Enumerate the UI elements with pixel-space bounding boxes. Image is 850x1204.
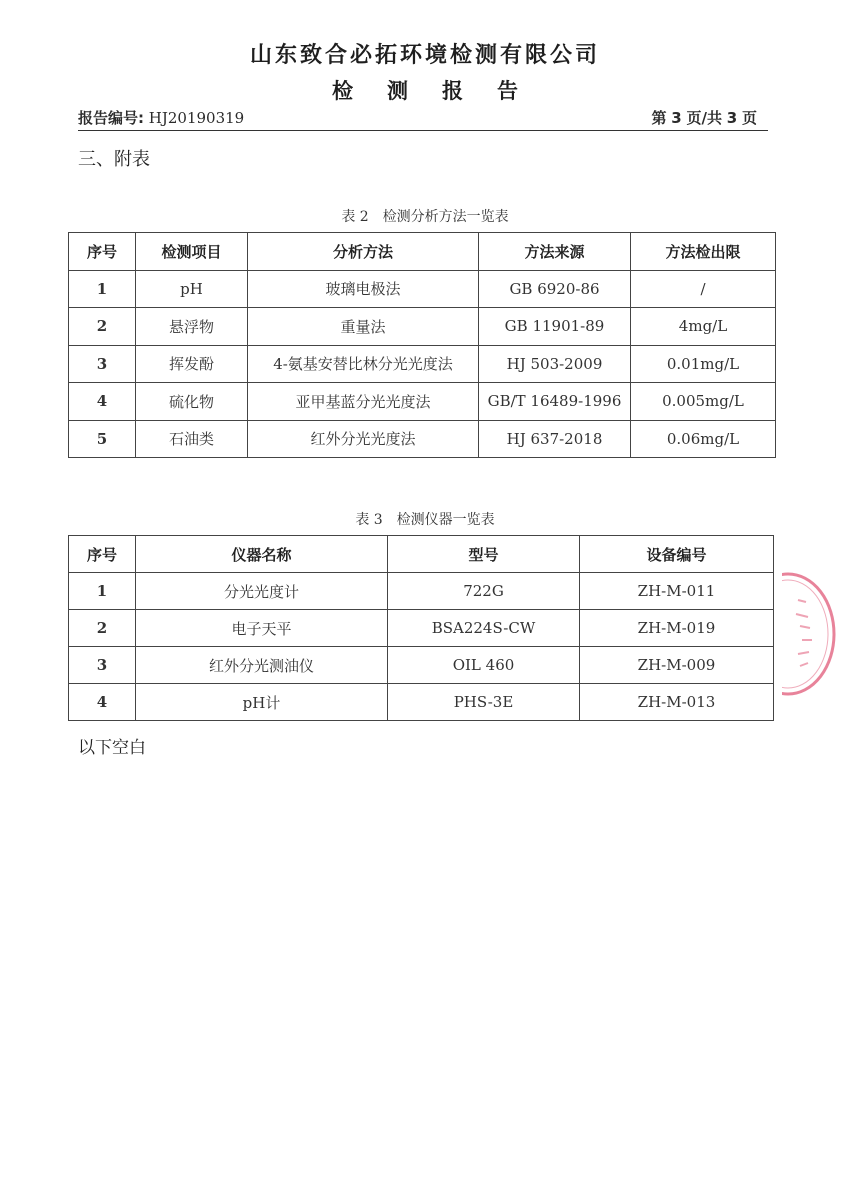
source-cell: GB 6920-86 xyxy=(479,270,631,308)
limit-cell: 0.01mg/L xyxy=(631,345,776,383)
page-suffix: 页 xyxy=(741,109,757,127)
row-index: 4 xyxy=(69,684,136,721)
report-title xyxy=(0,75,850,105)
report-number-label: 报告编号: xyxy=(78,109,144,127)
column-header: 设备编号 xyxy=(580,536,774,573)
source-cell: HJ 503-2009 xyxy=(479,345,631,383)
row-index: 3 xyxy=(69,345,136,383)
report-number-value: HJ20190319 xyxy=(148,109,245,127)
page-indicator xyxy=(651,107,757,128)
report-title-char: 报 xyxy=(442,79,463,103)
source-cell: GB/T 16489-1996 xyxy=(479,383,631,421)
page-prefix: 第 xyxy=(651,109,667,127)
limit-cell: 0.06mg/L xyxy=(631,420,776,458)
table-row xyxy=(69,684,774,721)
source-cell: HJ 637-2018 xyxy=(479,420,631,458)
row-index: 1 xyxy=(69,270,136,308)
column-header: 方法检出限 xyxy=(631,233,776,271)
row-index: 2 xyxy=(69,308,136,346)
device-id-cell: ZH-M-019 xyxy=(580,610,774,647)
table-row xyxy=(69,647,774,684)
report-title-char: 检 xyxy=(332,79,353,103)
column-header: 分析方法 xyxy=(248,233,479,271)
limit-cell: 4mg/L xyxy=(631,308,776,346)
row-index: 2 xyxy=(69,610,136,647)
page-total: 3 xyxy=(726,109,738,127)
table-header-row xyxy=(69,536,774,573)
page-current: 3 xyxy=(671,109,682,127)
row-index: 1 xyxy=(69,573,136,610)
instrument-name-cell: 分光光度计 xyxy=(136,573,388,610)
table-row xyxy=(69,420,776,458)
instrument-name-cell: 红外分光测油仪 xyxy=(136,647,388,684)
instrument-name-cell: 电子天平 xyxy=(136,610,388,647)
item-cell: 悬浮物 xyxy=(136,308,248,346)
table-row xyxy=(69,573,774,610)
method-cell: 红外分光光度法 xyxy=(248,420,479,458)
model-cell: 722G xyxy=(388,573,580,610)
company-name: 山东致合必拓环境检测有限公司 xyxy=(249,43,600,68)
limit-cell: / xyxy=(631,270,776,308)
page-mid: 页/共 xyxy=(686,109,722,127)
source-cell: GB 11901-89 xyxy=(479,308,631,346)
device-id-cell: ZH-M-013 xyxy=(580,684,774,721)
row-index: 5 xyxy=(69,420,136,458)
method-cell: 重量法 xyxy=(248,308,479,346)
instrument-name-cell: pH计 xyxy=(136,684,388,721)
table-row xyxy=(69,383,776,421)
device-id-cell: ZH-M-011 xyxy=(580,573,774,610)
table2-caption: 表 2 检测分析方法一览表 xyxy=(341,209,509,225)
method-cell: 亚甲基蓝分光光度法 xyxy=(248,383,479,421)
item-cell: 硫化物 xyxy=(136,383,248,421)
item-cell: 石油类 xyxy=(136,420,248,458)
report-number xyxy=(78,107,244,128)
seal-stamp xyxy=(782,568,842,700)
report-title-char: 测 xyxy=(387,79,408,103)
device-id-cell: ZH-M-009 xyxy=(580,647,774,684)
column-header: 检测项目 xyxy=(136,233,248,271)
end-of-content-note: 以下空白 xyxy=(78,738,146,758)
model-cell: OIL 460 xyxy=(388,647,580,684)
column-header: 序号 xyxy=(69,233,136,271)
item-cell: pH xyxy=(136,270,248,308)
model-cell: PHS-3E xyxy=(388,684,580,721)
row-index: 4 xyxy=(69,383,136,421)
item-cell: 挥发酚 xyxy=(136,345,248,383)
table-row xyxy=(69,270,776,308)
header-rule xyxy=(78,130,768,131)
table-row xyxy=(69,308,776,346)
method-cell: 玻璃电极法 xyxy=(248,270,479,308)
section-heading: 三、附表 xyxy=(78,149,150,170)
table-row xyxy=(69,345,776,383)
column-header: 仪器名称 xyxy=(136,536,388,573)
method-cell: 4-氨基安替比林分光光度法 xyxy=(248,345,479,383)
model-cell: BSA224S-CW xyxy=(388,610,580,647)
column-header: 方法来源 xyxy=(479,233,631,271)
table-row xyxy=(69,610,774,647)
table3-caption: 表 3 检测仪器一览表 xyxy=(355,512,495,528)
table-header-row xyxy=(69,233,776,271)
row-index: 3 xyxy=(69,647,136,684)
column-header: 型号 xyxy=(388,536,580,573)
column-header: 序号 xyxy=(69,536,136,573)
instruments-table xyxy=(68,535,774,721)
methods-table xyxy=(68,232,776,458)
report-title-char: 告 xyxy=(497,79,518,103)
limit-cell: 0.005mg/L xyxy=(631,383,776,421)
